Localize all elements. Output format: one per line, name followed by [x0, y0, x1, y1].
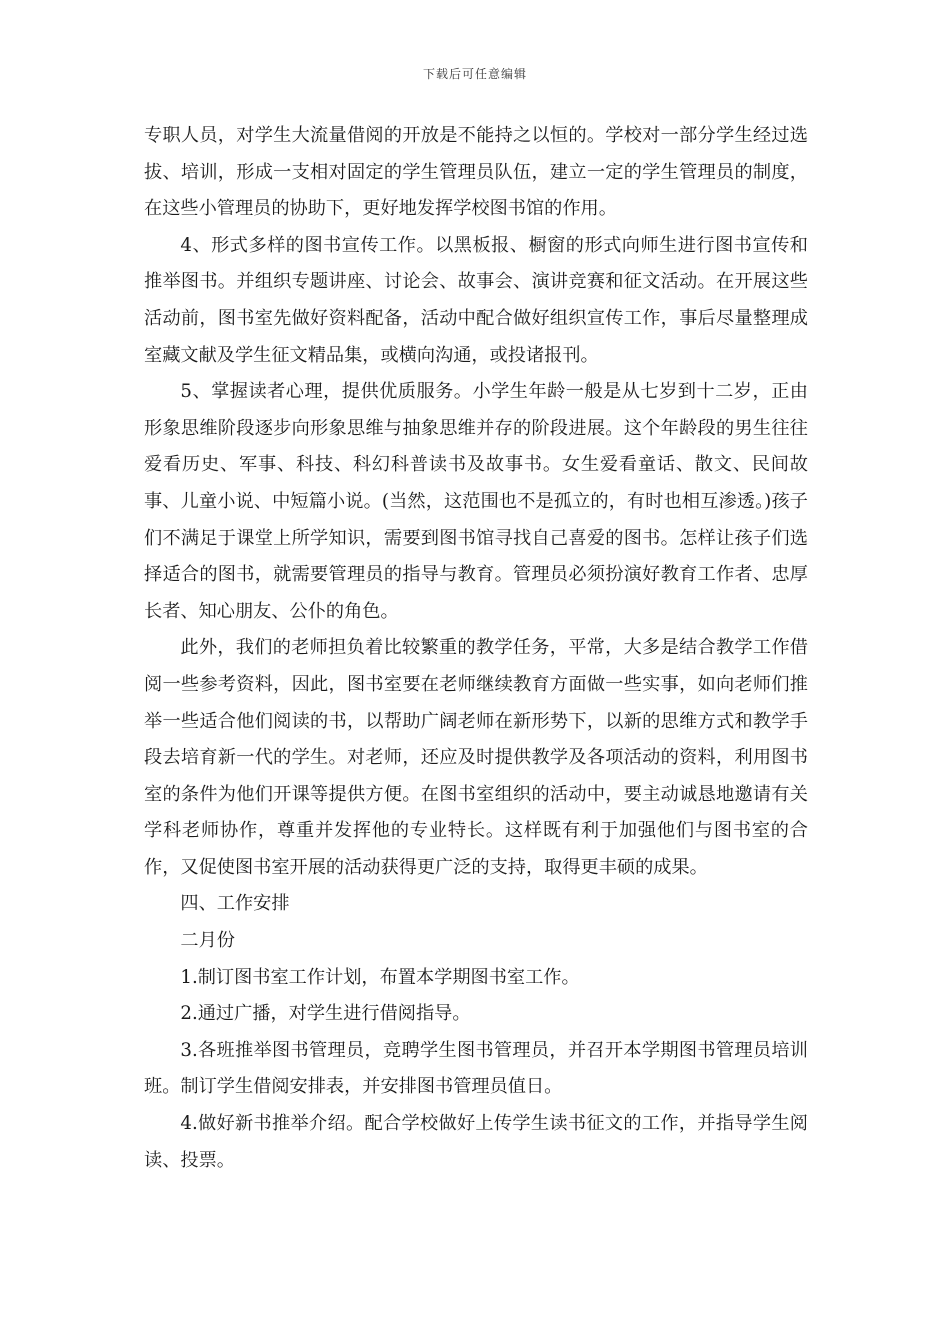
list-item-3: 3.各班推举图书管理员，竞聘学生图书管理员，并召开本学期图书管理员培训班。制订学生借阅安排表，并安排图书管理员值日。: [144, 1039, 808, 1098]
section-heading: 四、工作安排: [180, 893, 290, 915]
paragraph-4: 此外，我们的老师担负着比较繁重的教学任务，平常，大多是结合教学工作借阅一些参考资料，因此，图书室要在老师继续教育方面做一些实事，如向老师们推举一些适合他们阅读的书，以帮助广阔老师在新形势下，以新的思维方式和教学手段去培育新一代的学生。对老师，还应及时提供教学及各项活动的资料，利用图书室的条件为他们开课等提供方便。在图书室组织的活动中，要主动诚恳地邀请有关学科老师协作，尊重并发挥他的专业特长。这样既有利于加强他们与图书室的合作，又促使图书室开展的活动获得更广泛的支持，取得更丰硕的成果。: [144, 637, 808, 878]
paragraph-3: 5、掌握读者心理，提供优质服务。小学生年龄一般是从七岁到十二岁，正由形象思维阶段逐步向形象思维与抽象思维并存的阶段进展。这个年龄段的男生往往爱看历史、军事、科技、科幻科普读书及故事书。女生爱看童话、散文、民间故事、儿童小说、中短篇小说。(当然，这范围也不是孤立的，有时也相互渗透。)孩子们不满足于课堂上所学知识，需要到图书馆寻找自己喜爱的图书。怎样让孩子们选择适合的图书，就需要管理员的指导与教育。管理员必须扮演好教育工作者、忠厚长者、知心朋友、公仆的角色。: [144, 381, 808, 622]
page-header: 下载后可任意编辑: [422, 67, 527, 81]
month-heading: 二月份: [180, 930, 235, 952]
paragraph-1: 专职人员，对学生大流量借阅的开放是不能持之以恒的。学校对一部分学生经过选拔、培训，形成一支相对固定的学生管理员队伍，建立一定的学生管理员的制度，在这些小管理员的协助下，更好地发挥学校图书馆的作用。: [144, 125, 808, 220]
list-item-1: 1.制订图书室工作计划，布置本学期图书室工作。: [180, 966, 580, 988]
document-body: [144, 118, 808, 1179]
paragraph-2: 4、形式多样的图书宣传工作。以黑板报、橱窗的形式向师生进行图书宣传和推举图书。并组织专题讲座、讨论会、故事会、演讲竞赛和征文活动。在开展这些 活动前，图书室先做好资料配备，活动中配合做好组织宣传工作，事后尽量整理成室藏文献及学生征文精品集，或横向沟通，或投诸报刊。: [144, 234, 808, 366]
list-item-4: 4.做好新书推举介绍。配合学校做好上传学生读书征文的工作，并指导学生阅读、投票。: [144, 1113, 808, 1171]
list-item-2: 2.通过广播，对学生进行借阅指导。: [180, 1003, 471, 1025]
